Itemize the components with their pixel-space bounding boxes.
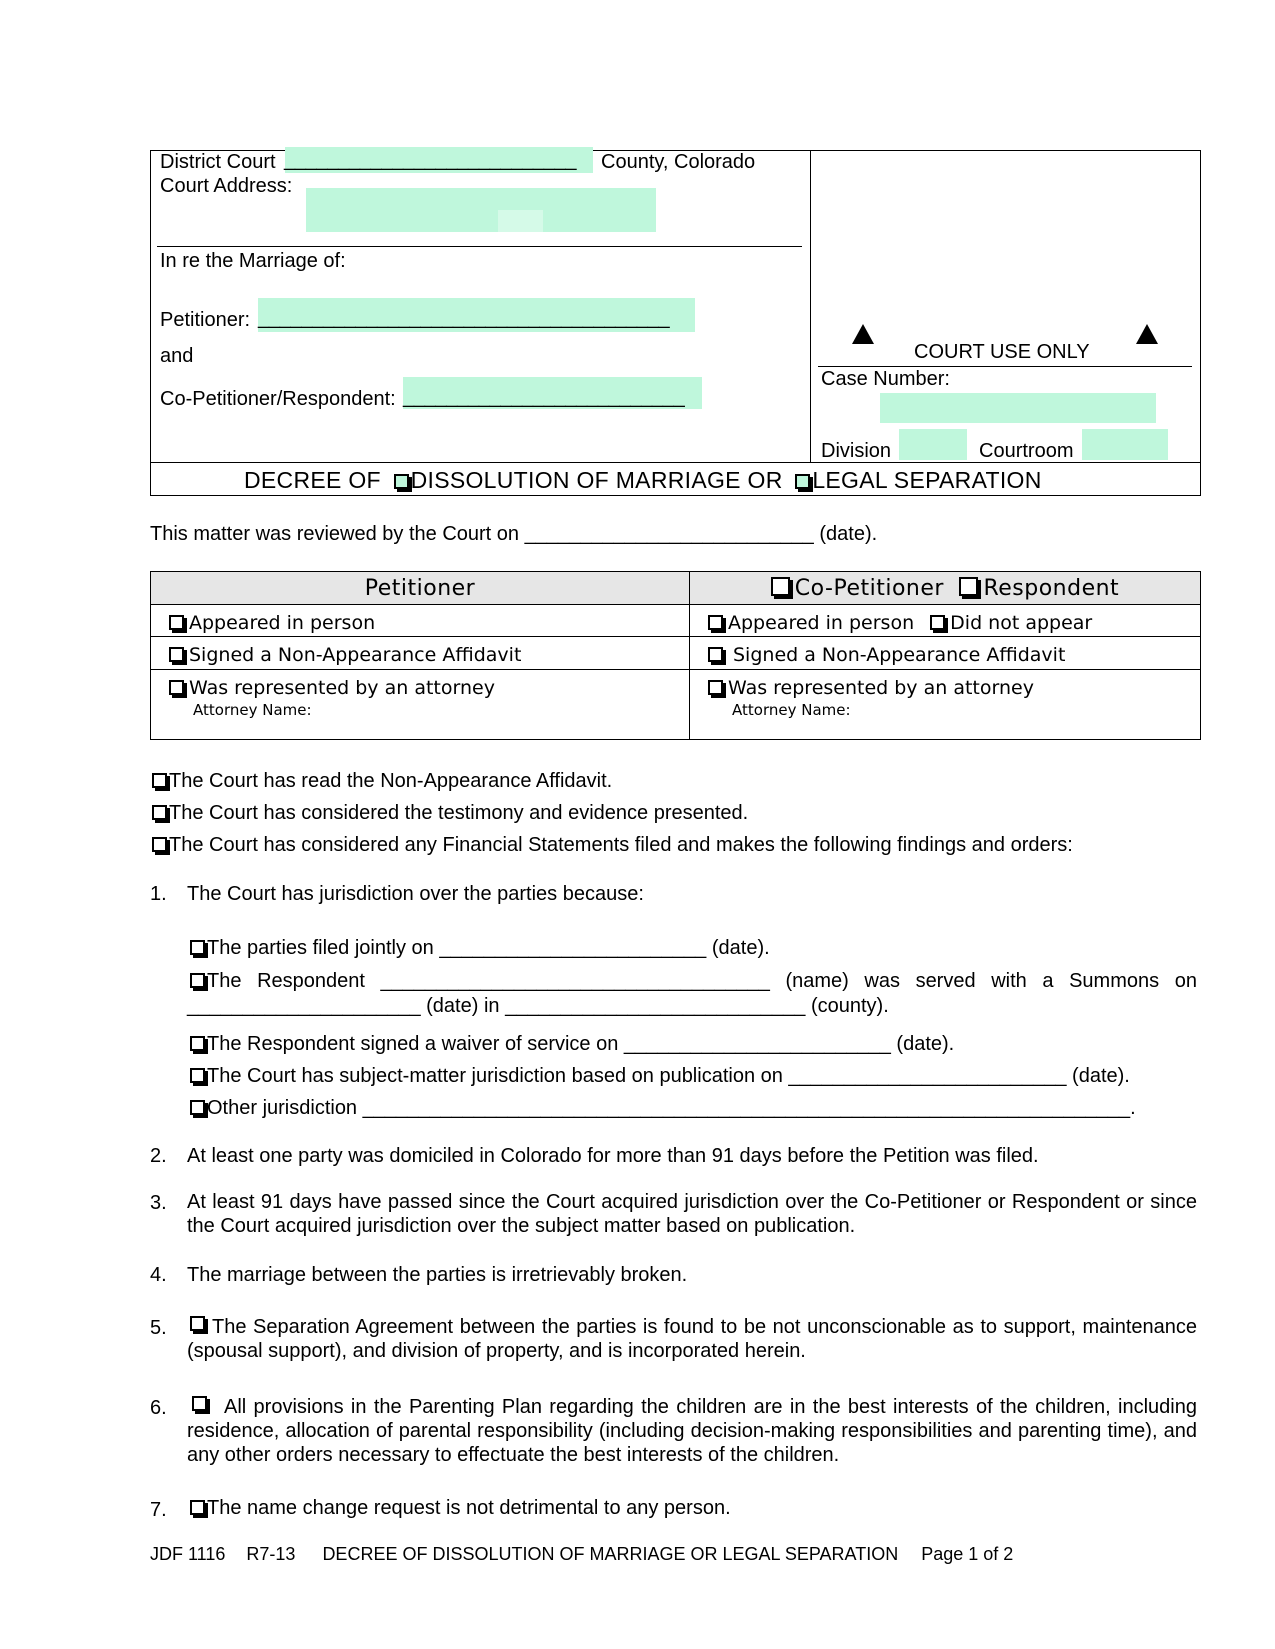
form-revision: R7-13: [246, 1544, 296, 1564]
court-use-only-label: COURT USE ONLY: [914, 341, 1090, 363]
item-name-change: The name change request is not detrimental to any person.: [190, 1498, 731, 1518]
respondent-attorney-checkbox[interactable]: [708, 680, 723, 695]
signed-label: Signed a Non-Appearance Affidavit: [733, 644, 1066, 666]
petitioner-attorney-checkbox[interactable]: [169, 680, 184, 695]
jurisdiction-filed-jointly: The parties filed jointly on ________________________ (date).: [190, 938, 770, 958]
county-blank: ___________________________: [284, 149, 577, 171]
petitioner-appeared-checkbox[interactable]: [169, 615, 184, 630]
did-not-appear-checkbox[interactable]: [930, 615, 945, 630]
parties-table: [150, 571, 1201, 740]
court-address-field[interactable]: [306, 188, 656, 232]
table-header-row: [151, 572, 1201, 605]
respondent-checkbox[interactable]: [959, 577, 978, 596]
petitioner-blank: ______________________________________: [258, 307, 670, 329]
finding-checkbox[interactable]: [152, 805, 167, 820]
signed-label: Signed a Non-Appearance Affidavit: [189, 644, 522, 666]
respondent-signed-checkbox[interactable]: [708, 647, 723, 662]
item-number: 4.: [150, 1264, 167, 1286]
finding-testimony: The Court has considered the testimony and evidence presented.: [152, 803, 748, 823]
table-row: [151, 605, 1201, 637]
and-label: and: [160, 345, 194, 367]
co-petitioner-header: Co-Petitioner Respondent: [690, 572, 1201, 605]
title-row-border: [150, 462, 1201, 463]
item-number: 2.: [150, 1145, 167, 1167]
page-number: Page 1 of 2: [921, 1544, 1014, 1564]
division-label: Division: [821, 440, 892, 462]
finding-checkbox[interactable]: [152, 773, 167, 788]
attorney-name-label: Attorney Name:: [732, 701, 851, 719]
finding-financial: The Court has considered any Financial Statements filed and makes the following findings and orders:: [152, 835, 1073, 855]
option-checkbox[interactable]: [190, 1068, 205, 1083]
respondent-appeared-checkbox[interactable]: [708, 615, 723, 630]
item-number: 6.: [150, 1397, 167, 1419]
co-petitioner-checkbox[interactable]: [771, 577, 790, 596]
table-row: [151, 670, 1201, 740]
appeared-label: Appeared in person: [189, 612, 376, 634]
item-91-days: At least 91 days have passed since the Court acquired jurisdiction over the Co-Petitioner or Respondent or since the Court acquired jurisdiction over the subject matter based on publication.: [187, 1191, 1197, 1237]
attorney-name-label: Attorney Name:: [193, 701, 312, 719]
decree-title: [244, 469, 1042, 492]
item-number: 7.: [150, 1499, 167, 1521]
appeared-label: Appeared in person: [728, 612, 915, 634]
footer: [150, 1545, 1013, 1563]
represented-label: Was represented by an attorney: [728, 677, 1034, 699]
represented-label: Was represented by an attorney: [189, 677, 495, 699]
option-checkbox[interactable]: [190, 973, 205, 988]
did-not-appear-label: Did not appear: [950, 612, 1093, 634]
legal-separation-checkbox[interactable]: [795, 474, 810, 489]
item-irretrievably-broken: The marriage between the parties is irretrievably broken.: [187, 1264, 688, 1286]
footer-title: DECREE OF DISSOLUTION OF MARRIAGE OR LEGAL SEPARATION: [322, 1544, 899, 1564]
name-change-checkbox[interactable]: [190, 1500, 205, 1515]
item-number: 1.: [150, 883, 167, 905]
jurisdiction-respondent-served: The Respondent ___________________________________ (name) was served with a Summons on: [190, 970, 1197, 993]
item-jurisdiction: The Court has jurisdiction over the parties because:: [187, 883, 644, 905]
form-id: JDF 1116: [150, 1544, 226, 1564]
jurisdiction-publication: The Court has subject-matter jurisdiction based on publication on _________________________ (date).: [190, 1066, 1130, 1086]
jurisdiction-other: Other jurisdiction _____________________________________________________________________.: [190, 1098, 1136, 1118]
up-arrow-icon: [852, 324, 874, 344]
option-checkbox[interactable]: [190, 940, 205, 955]
jurisdiction-waiver: The Respondent signed a waiver of service on ________________________ (date).: [190, 1034, 954, 1054]
option-checkbox[interactable]: [190, 1036, 205, 1051]
up-arrow-icon: [1136, 324, 1158, 344]
decree-option-dissolution: DISSOLUTION OF MARRIAGE OR: [410, 467, 783, 493]
petitioner-label: Petitioner:: [160, 309, 251, 331]
review-date-line: This matter was reviewed by the Court on __________________________ (date).: [150, 523, 878, 545]
petitioner-signed-checkbox[interactable]: [169, 647, 184, 662]
caption-separator: [157, 246, 802, 247]
district-court-label: District Court: [160, 151, 276, 173]
court-address-field-seam: [498, 210, 543, 233]
county-label: County, Colorado: [601, 151, 756, 173]
division-field[interactable]: [899, 429, 967, 460]
caption-divider: [810, 150, 811, 463]
item-number: 5.: [150, 1317, 167, 1339]
petitioner-header: Petitioner: [151, 572, 690, 605]
case-number-field[interactable]: [880, 393, 1156, 423]
court-address-label: Court Address:: [160, 175, 293, 197]
table-row: [151, 637, 1201, 670]
decree-title-prefix: DECREE OF: [244, 467, 381, 493]
option-checkbox[interactable]: [190, 1100, 205, 1115]
item-domicile: At least one party was domiciled in Colorado for more than 91 days before the Petition was filed.: [187, 1145, 1039, 1167]
co-petitioner-label: Co-Petitioner/Respondent:: [160, 388, 396, 410]
item-number: 3.: [150, 1192, 167, 1214]
dissolution-checkbox[interactable]: [394, 474, 409, 489]
item-separation-agreement: The Separation Agreement between the parties is found to be not unconscionable as to support, maintenance (spousal support), and division of property, and is incorporated herein.: [187, 1316, 1197, 1362]
finding-checkbox[interactable]: [152, 837, 167, 852]
finding-read-affidavit: The Court has read the Non-Appearance Affidavit.: [152, 771, 612, 791]
courtroom-label: Courtroom: [979, 440, 1074, 462]
decree-option-separation: LEGAL SEPARATION: [812, 467, 1042, 493]
jurisdiction-served-date-county: _____________________ (date) in ___________________________ (county).: [187, 995, 889, 1017]
in-re-label: In re the Marriage of:: [160, 250, 346, 272]
item-parenting-plan: All provisions in the Parenting Plan regarding the children are in the best interests of the children, including residence, allocation of parental responsibility (including decision-making responsibilities and parenting time), and any other orders necessary to effectuate the best interests of the children.: [187, 1396, 1197, 1466]
case-number-label: Case Number:: [821, 368, 950, 390]
courtroom-field[interactable]: [1082, 429, 1168, 460]
court-use-separator: [818, 366, 1192, 367]
co-petitioner-blank: __________________________: [403, 386, 685, 408]
